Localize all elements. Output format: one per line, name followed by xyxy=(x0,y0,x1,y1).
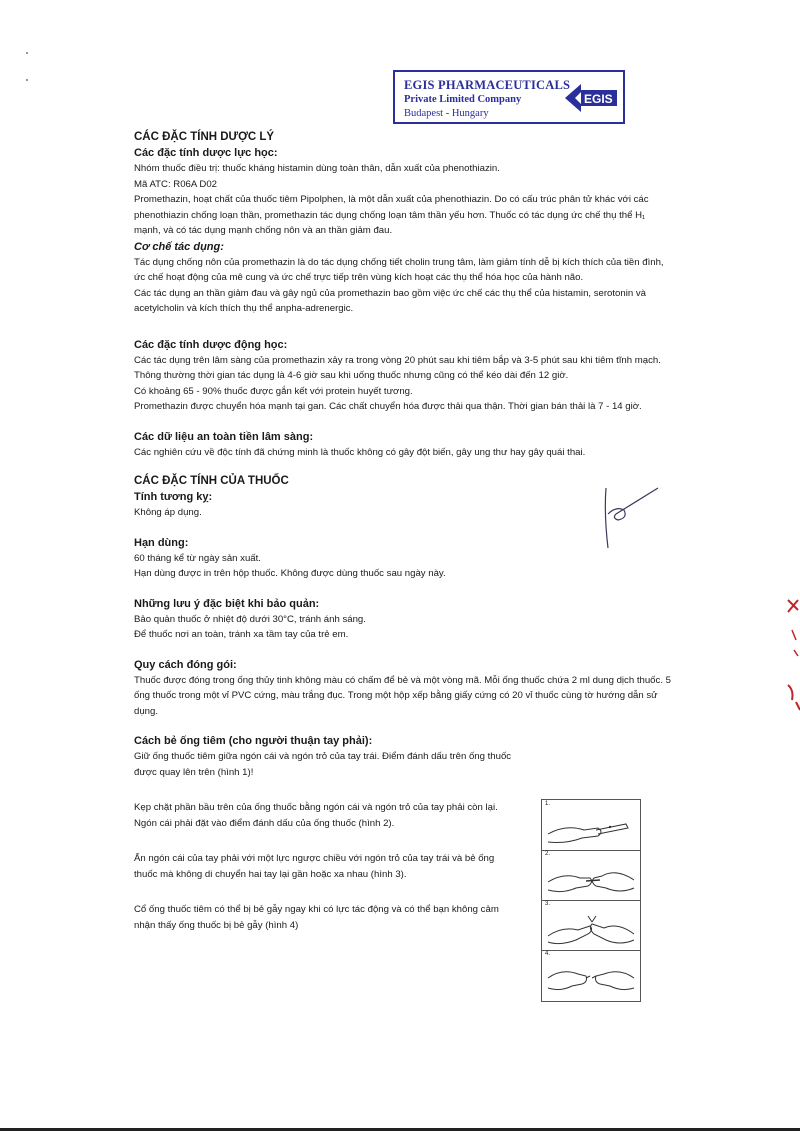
mechanism-text-2: Các tác dụng an thần giảm đau và gây ngủ của promethazin bao gồm việc ức chế các thụ thể của histamin, serotonin và acetylcholin và kích thích thụ thể anpha-adrenergic. xyxy=(134,287,646,314)
scan-marks xyxy=(24,50,34,95)
section-title-pharmacology: CÁC ĐẶC TÍNH DƯỢC LÝ xyxy=(134,131,275,143)
heading-packaging: Quy cách đóng gói: xyxy=(134,658,237,671)
packaging-text: Thuốc được đóng trong ống thủy tinh không màu có chấm để bẻ và một vòng mã. Mỗi ống thuốc chứa 2 ml dung dịch thuốc. 5 ống thuốc trong một vỉ PVC cứng, màu trắng đục. Trong một hộp xếp bằng giấy cứng có 20 vỉ thuốc cùng tờ hướng dẫn sử dụng. xyxy=(134,674,671,717)
hand-holding-ampoule-icon xyxy=(546,806,636,848)
heading-mechanism: Cơ chế tác dụng: xyxy=(134,240,224,253)
signature-mark xyxy=(594,484,664,554)
figure-1 xyxy=(542,800,640,851)
svg-text:EGIS: EGIS xyxy=(584,92,613,106)
heading-ampoule-breaking: Cách bẻ ống tiêm (cho người thuận tay phải): xyxy=(134,735,373,747)
mechanism-text-1: Tác dụng chống nôn của promethazin là do tác dụng chống tiết cholin trung tâm, làm giảm tính dễ bị kích thích của tiền đình, ức chế hoạt động của mê cung và ức chế trực tiếp trên vùng kích hoạt các thụ thể hóa học của hành não. xyxy=(134,256,664,283)
section-title-properties: CÁC ĐẶC TÍNH CỦA THUỐC xyxy=(134,475,289,487)
description-text: Promethazin, hoạt chất của thuốc tiêm Pipolphen, là một dẫn xuất của phenothiazin. Do có cấu trúc phân tử khác với các phenothiazin chống loạn thần, promethazin tác dụng chống loạn tâm thần yếu hơn. Thuốc có tác dụng ức chế thụ thể H₁ mạnh, và có tác dụng mạnh chống nôn và an thần giảm đau. xyxy=(134,194,649,236)
shelf-life-text-2: Hạn dùng được in trên hộp thuốc. Không được dùng thuốc sau ngày này. xyxy=(134,568,446,579)
stamp-company-name: EGIS PHARMACEUTICALS xyxy=(404,78,571,92)
heading-pharmacodynamics: Các đặc tính dược lực học: xyxy=(134,147,278,159)
pk-text-2: Có khoảng 65 - 90% thuốc được gắn kết với protein huyết tương. xyxy=(134,385,413,397)
heading-incompatibility: Tính tương kỵ: xyxy=(134,491,213,503)
heading-pharmacokinetics: Các đặc tính dược động học: xyxy=(134,338,288,351)
shelf-life-text-1: 60 tháng kể từ ngày sản xuất. xyxy=(134,552,261,564)
ampoule-steps xyxy=(134,749,514,933)
figure-number: 2. xyxy=(545,851,551,857)
figure-4 xyxy=(542,950,640,1000)
heading-preclinical: Các dữ liệu an toàn tiền lâm sàng: xyxy=(134,430,314,443)
heading-shelf-life: Hạn dùng: xyxy=(134,536,189,549)
heading-storage: Những lưu ý đặc biệt khi bảo quản: xyxy=(134,597,320,610)
incompatibility-text: Không áp dụng. xyxy=(134,507,202,518)
preclinical-text: Các nghiên cứu về độc tính đã chứng minh là thuốc không có gây đột biến, gây ung thư hay gây quái thai. xyxy=(134,446,586,458)
figure-number: 1. xyxy=(545,801,551,807)
drug-group-text: Nhóm thuốc điều trị: thuốc kháng histamin dùng toàn thân, dẫn xuất của phenothiazin. xyxy=(134,163,500,174)
company-stamp xyxy=(393,70,625,124)
ampoule-figures xyxy=(541,799,641,1002)
step-3-text: Ấn ngón cái của tay phải với một lực ngược chiều với ngón trỏ của tay trái và bẻ ống thuốc mà không di chuyển hai tay lại gần hoặc xa nhau (hình 3). xyxy=(134,853,495,880)
page-bottom-border xyxy=(0,1128,800,1131)
pk-text-3: Promethazin được chuyển hóa mạnh tại gan. Các chất chuyển hóa được thải qua thận. Thời gian bán thải là 7 - 14 giờ. xyxy=(134,401,642,412)
storage-text-2: Để thuốc nơi an toàn, tránh xa tầm tay của trẻ em. xyxy=(134,629,349,640)
step-1-text: Giữ ống thuốc tiêm giữa ngón cái và ngón trỏ của tay trái. Điểm đánh dấu trên ống thuốc được quay lên trên (hình 1)! xyxy=(134,751,512,778)
egis-logo-icon xyxy=(561,78,621,118)
margin-red-marks xyxy=(770,590,800,720)
hands-breaking-ampoule-icon xyxy=(546,906,636,948)
atc-code-text: Mã ATC: R06A D02 xyxy=(134,178,218,190)
step-4-text: Cổ ống thuốc tiêm có thể bị bẻ gẫy ngay khi có lực tác động và có thể bạn không cảm nhận thấy ống thuốc bị bẻ gẫy (hình 4) xyxy=(134,904,499,931)
stamp-company-type: Private Limited Company xyxy=(404,94,522,105)
storage-text-1: Bảo quản thuốc ở nhiệt độ dưới 30°C, tránh ánh sáng. xyxy=(134,613,366,625)
figure-2 xyxy=(542,850,640,901)
broken-ampoule-icon xyxy=(546,956,636,998)
figure-number: 3. xyxy=(545,901,551,907)
figure-3 xyxy=(542,900,640,951)
step-2-text: Kẹp chặt phần bầu trên của ống thuốc bằng ngón cái và ngón trỏ của tay phải còn lại. Ngón cái phải đặt vào điểm đánh dấu của ống thuốc (hình 2). xyxy=(134,802,498,829)
pk-text-1: Các tác dụng trên lâm sàng của promethazin xảy ra trong vòng 20 phút sau khi tiêm bắp và 3-5 phút sau khi tiêm tĩnh mạch. Thông thường thời gian tác dụng là 4-6 giờ sau khi uống thuốc nhưng cũng có thể kéo dài đến 12 giờ. xyxy=(134,354,661,381)
figure-number: 4. xyxy=(545,951,551,957)
stamp-location: Budapest - Hungary xyxy=(404,108,489,119)
hands-gripping-ampoule-icon xyxy=(546,856,636,898)
